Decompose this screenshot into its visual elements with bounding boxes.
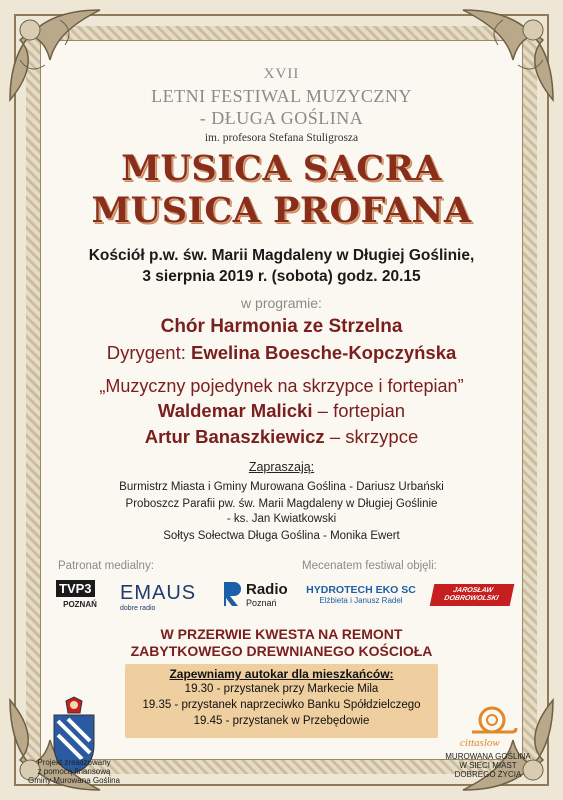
bus-stop-2: 19.35 - przystanek naprzeciwko Banku Spółdzielczego [142,699,421,711]
festival-name-line2: - DŁUGA GOŚLINA [199,108,364,128]
media-patron-label: Patronat medialny: [58,560,154,572]
performer2-name: Artur Banaszkiewicz [144,426,325,447]
funding-line2: z pomocą finansową [37,767,111,776]
performer1-role: – fortepian [317,400,406,421]
radio-poznan-logo [222,580,288,608]
invitation-line2: Proboszcz Parafii pw. św. Marii Magdaleny w Długiej Goślinie [125,498,438,510]
cittaslow-line1: MUROWANA GOŚLINA [445,752,531,761]
performer-piano [40,400,523,422]
conductor-name: Ewelina Boesche-Kopczyńska [191,342,457,363]
tvp3-mark: TVP3 [56,580,95,597]
dobrowolski-logo [430,584,515,606]
venue-info [40,245,523,287]
emaus-mark: EMAUS [120,582,197,604]
performer1-name: Waldemar Malicki [157,400,313,421]
conductor-label: Dyrygent: [106,342,186,363]
conductor [40,342,523,364]
invitation-heading: Zapraszają: [248,460,315,474]
cittaslow-line3: DOBREGO ŻYCIA [454,770,522,779]
sponsor-logos [40,580,523,620]
emaus-subtitle: dobre radio [120,605,156,612]
poster-content [27,40,531,785]
funding-line3: Gminy Murowana Goślina [27,776,121,785]
collection-line2: ZABYTKOWEGO DREWNIANEGO KOŚCIOŁA [130,643,433,659]
collection-line1: W PRZERWIE KWESTA NA REMONT [160,626,403,642]
festival-patron: im. profesora Stefana Stuligrosza [204,132,359,144]
funding-line1: Projekt zrealizowany [37,758,111,767]
invitation-line3: - ks. Jan Kwiatkowski [226,513,337,525]
radio-subtitle: Poznań [246,597,277,608]
hydrotech-subtitle: Elżbieta i Janusz Radel [319,596,403,605]
cittaslow-mark: cittaslow [460,737,500,749]
radio-mark: Radio [246,580,288,598]
bus-stop-3: 19.45 - przystanek w Przebędowie [193,715,370,727]
bus-stop-1: 19.30 - przystanek przy Markecie Mila [184,683,379,695]
dobrowolski-mark: JAROSŁAW DOBROWOLSKI [443,587,500,602]
bus-heading: Zapewniamy autokar dla mieszkańców: [169,667,394,681]
radio-poznan-icon [222,580,242,608]
cittaslow-snail-icon [468,700,518,738]
edition-number: XVII [263,66,300,82]
funding-note [24,758,124,785]
invitation-line4: Sołtys Sołectwa Długa Goślina - Monika Ewert [163,530,400,542]
title-musica-profana: MUSICA PROFANA [91,190,472,231]
hydrotech-mark: HYDROTECH EKO SC [306,584,416,596]
performer2-role: – skrzypce [329,426,419,447]
festival-name-line1: LETNI FESTIWAL MUZYCZNY [151,86,412,106]
cittaslow-note [438,752,538,779]
tvp3-logo [56,580,104,609]
invitation-line1: Burmistrz Miasta i Gminy Murowana Goślina - Dariusz Urbański [119,481,444,493]
hydrotech-logo [302,584,420,605]
venue-line2: 3 sierpnia 2019 r. (sobota) godz. 20.15 [142,268,421,285]
sponsors-label: Mecenatem festiwal objęli: [302,560,437,572]
cittaslow-line2: W SIECI MIAST [459,761,517,770]
emaus-logo [120,582,196,612]
duel-title: „Muzyczny pojedynek na skrzypce i fortepian” [99,376,464,396]
tvp3-subtitle: POZNAŃ [63,600,97,609]
title-musica-sacra: MUSICA SACRA [121,148,442,189]
performer-violin [40,426,523,448]
choir-name: Chór Harmonia ze Strzelna [160,316,403,337]
venue-line1: Kościół p.w. św. Marii Magdaleny w Długiej Goślinie, [88,247,475,264]
program-intro: w programie: [241,295,322,311]
